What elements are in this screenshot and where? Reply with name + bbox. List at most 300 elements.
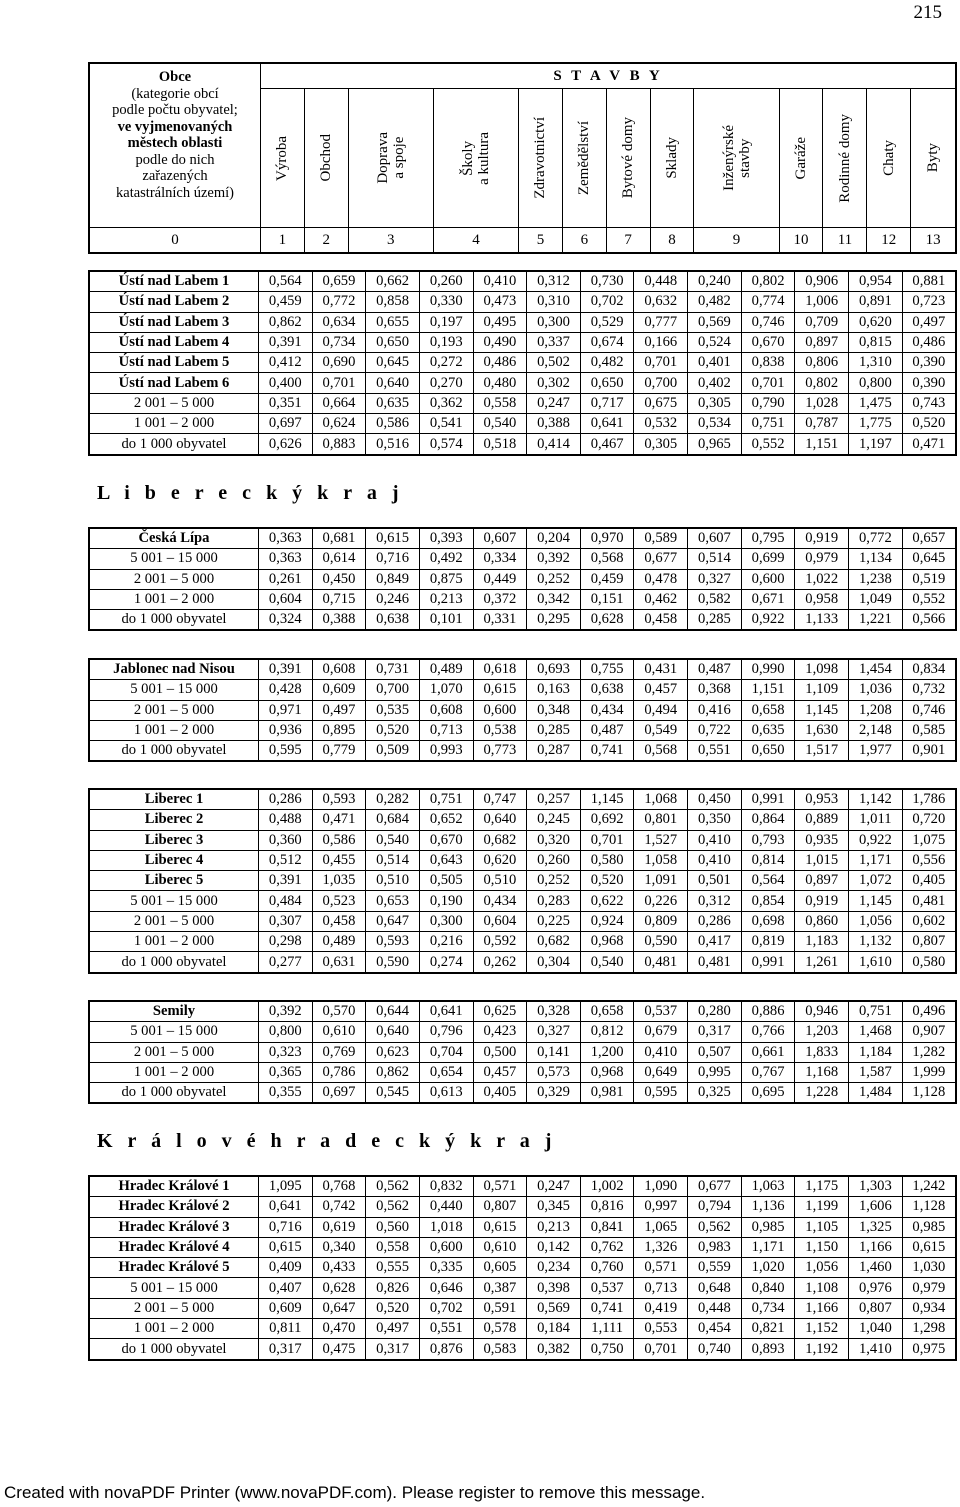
table-cell: 0,304 [527, 952, 581, 973]
table-cell: 0,459 [259, 292, 313, 312]
table-cell: 0,335 [419, 1258, 473, 1278]
table-cell: 0,524 [688, 332, 742, 352]
table-cell: 1,325 [849, 1217, 903, 1237]
table-row [89, 850, 956, 870]
table-cell: 0,600 [473, 700, 527, 720]
table-cell: 0,387 [473, 1278, 527, 1298]
table-cell: 0,331 [473, 610, 527, 631]
table-cell: 0,391 [259, 332, 313, 352]
obce-line: katastrálních území) [116, 184, 234, 201]
table-cell: 0,674 [580, 332, 634, 352]
table-cell: 0,600 [741, 569, 795, 589]
row-label: Hradec Králové 2 [89, 1197, 259, 1217]
table-cell: 0,400 [259, 373, 313, 393]
row-label: do 1 000 obyvatel [89, 1083, 259, 1104]
table-cell: 0,410 [634, 1042, 688, 1062]
table-cell: 0,510 [473, 871, 527, 891]
table-cell: 0,779 [312, 741, 366, 762]
table-row [89, 789, 956, 810]
table-cell: 0,934 [902, 1298, 956, 1318]
table-cell: 0,398 [527, 1278, 581, 1298]
table-cell: 0,580 [580, 850, 634, 870]
table-cell: 0,991 [741, 952, 795, 973]
row-label: Ústí nad Labem 2 [89, 292, 259, 312]
table-cell: 0,889 [795, 810, 849, 830]
table-cell: 0,924 [580, 911, 634, 931]
table-cell: 0,650 [366, 332, 420, 352]
table-cell: 1,150 [795, 1237, 849, 1257]
table-cell: 0,518 [473, 434, 527, 455]
table-cell: 0,431 [634, 659, 688, 680]
column-header-line: a kultura [475, 131, 492, 185]
table-cell: 0,701 [312, 373, 366, 393]
table-cell: 1,166 [795, 1298, 849, 1318]
table-cell: 0,610 [473, 1237, 527, 1257]
table-cell: 0,213 [419, 589, 473, 609]
table-cell: 1,261 [795, 952, 849, 973]
table-cell: 0,247 [527, 1176, 581, 1197]
table-cell: 0,458 [312, 911, 366, 931]
table-cell: 0,766 [741, 1022, 795, 1042]
table-row [89, 659, 956, 680]
table-cell: 0,635 [366, 393, 420, 413]
table-cell: 0,193 [419, 332, 473, 352]
table-cell: 0,573 [527, 1062, 581, 1082]
table-cell: 1,128 [902, 1083, 956, 1104]
obce-line: podle do nich [135, 151, 215, 168]
table-cell: 0,635 [741, 720, 795, 740]
table-cell: 1,527 [634, 830, 688, 850]
table-cell: 0,862 [259, 312, 313, 332]
table-cell: 0,615 [473, 1217, 527, 1237]
table-cell: 0,312 [688, 891, 742, 911]
table-cell: 0,234 [527, 1258, 581, 1278]
table-cell: 0,600 [419, 1237, 473, 1257]
table-cell: 0,838 [741, 353, 795, 373]
table-cell: 0,807 [902, 932, 956, 952]
table-cell: 0,886 [741, 1001, 795, 1022]
table-cell: 0,257 [527, 789, 581, 810]
table-row [89, 1339, 956, 1360]
table-cell: 0,701 [634, 1339, 688, 1360]
table-cell: 0,505 [419, 871, 473, 891]
table-cell: 0,523 [312, 891, 366, 911]
table-cell: 0,560 [366, 1217, 420, 1237]
table-cell: 0,794 [688, 1197, 742, 1217]
row-label: 2 001 – 5 000 [89, 700, 259, 720]
table-cell: 0,558 [366, 1237, 420, 1257]
table-cell: 0,457 [473, 1062, 527, 1082]
table-cell: 0,488 [259, 810, 313, 830]
table-cell: 0,569 [527, 1298, 581, 1318]
table-cell: 0,448 [634, 271, 688, 292]
table-cell: 0,586 [312, 830, 366, 850]
row-label: do 1 000 obyvatel [89, 741, 259, 762]
table-cell: 0,574 [419, 434, 473, 455]
table-cell: 0,812 [580, 1022, 634, 1042]
table-cell: 0,419 [634, 1298, 688, 1318]
table-cell: 0,537 [634, 1001, 688, 1022]
table-cell: 0,540 [580, 952, 634, 973]
row-label: 5 001 – 15 000 [89, 680, 259, 700]
table-cell: 0,478 [634, 569, 688, 589]
column-header-line: Doprava [374, 132, 391, 184]
table-cell: 0,641 [419, 1001, 473, 1022]
table-cell: 0,693 [527, 659, 581, 680]
table-cell: 0,790 [741, 393, 795, 413]
table-cell: 0,471 [312, 810, 366, 830]
table-cell: 1,171 [849, 850, 903, 870]
table-cell: 1,197 [849, 434, 903, 455]
table-cell: 0,985 [741, 1217, 795, 1237]
table-cell: 0,538 [473, 720, 527, 740]
table-row [89, 720, 956, 740]
table-cell: 0,246 [366, 589, 420, 609]
table-cell: 1,610 [849, 952, 903, 973]
table-cell: 0,529 [580, 312, 634, 332]
table-row [89, 1197, 956, 1217]
table-cell: 0,142 [527, 1237, 581, 1257]
table-cell: 0,722 [688, 720, 742, 740]
row-label: Hradec Králové 5 [89, 1258, 259, 1278]
table-cell: 0,262 [473, 952, 527, 973]
table-cell: 0,919 [795, 528, 849, 549]
table-cell: 0,409 [259, 1258, 313, 1278]
table-cell: 1,468 [849, 1022, 903, 1042]
table-cell: 0,620 [473, 850, 527, 870]
table-cell: 0,502 [527, 353, 581, 373]
table-cell: 0,489 [312, 932, 366, 952]
table-row [89, 434, 956, 455]
column-header-label [532, 117, 548, 199]
table-cell: 0,609 [259, 1298, 313, 1318]
table-cell: 0,650 [580, 373, 634, 393]
table-row [89, 1062, 956, 1082]
row-label: 5 001 – 15 000 [89, 891, 259, 911]
table-cell: 1,028 [795, 393, 849, 413]
table-cell: 0,840 [741, 1278, 795, 1298]
table-cell: 0,190 [419, 891, 473, 911]
table-cell: 0,285 [688, 610, 742, 631]
table-cell: 0,695 [741, 1083, 795, 1104]
table-cell: 0,638 [366, 610, 420, 631]
table-cell: 1,228 [795, 1083, 849, 1104]
table-cell: 0,537 [580, 1278, 634, 1298]
table-cell: 0,716 [366, 549, 420, 569]
table-cell: 0,458 [634, 610, 688, 631]
table-cell: 0,141 [527, 1042, 581, 1062]
table-row [89, 373, 956, 393]
table-cell: 0,260 [527, 850, 581, 870]
table-cell: 1,090 [634, 1176, 688, 1197]
table-cell: 0,532 [634, 414, 688, 434]
table-cell: 0,682 [527, 932, 581, 952]
table-cell: 0,701 [741, 373, 795, 393]
table-cell: 0,497 [366, 1319, 420, 1339]
table-row [89, 1001, 956, 1022]
table-cell: 0,462 [634, 589, 688, 609]
table-cell: 0,272 [419, 353, 473, 373]
table-cell: 0,345 [527, 1197, 581, 1217]
table-cell: 0,481 [634, 952, 688, 973]
row-label: Liberec 5 [89, 871, 259, 891]
data-table-block [88, 788, 957, 974]
table-cell: 0,995 [688, 1062, 742, 1082]
table-cell: 0,875 [419, 569, 473, 589]
table-cell: 0,679 [634, 1022, 688, 1042]
row-label: Liberec 4 [89, 850, 259, 870]
column-header-label [375, 132, 407, 184]
table-cell: 0,342 [527, 589, 581, 609]
table-cell: 0,540 [473, 414, 527, 434]
table-cell: 1,999 [902, 1062, 956, 1082]
column-number: 12 [867, 228, 911, 254]
table-cell: 0,922 [849, 830, 903, 850]
table-cell: 2,148 [849, 720, 903, 740]
row-label: Hradec Králové 4 [89, 1237, 259, 1257]
column-number: 5 [519, 228, 563, 254]
table-row [89, 353, 956, 373]
data-table-block [88, 527, 957, 631]
column-header [519, 89, 563, 228]
table-cell: 0,363 [259, 549, 313, 569]
table-cell: 1,040 [849, 1319, 903, 1339]
row-label: 2 001 – 5 000 [89, 1298, 259, 1318]
table-cell: 0,625 [473, 1001, 527, 1022]
table-cell: 1,184 [849, 1042, 903, 1062]
table-cell: 0,391 [259, 659, 313, 680]
table-row [89, 1217, 956, 1237]
table-row [89, 891, 956, 911]
table-cell: 0,773 [473, 741, 527, 762]
table-cell: 0,897 [795, 871, 849, 891]
table-cell: 0,329 [527, 1083, 581, 1104]
table-cell: 1,145 [849, 891, 903, 911]
column-header-label [837, 114, 853, 203]
table-cell: 1,282 [902, 1042, 956, 1062]
table-cell: 1,108 [795, 1278, 849, 1298]
table-cell: 0,645 [902, 549, 956, 569]
column-header-line: Byty [925, 143, 942, 173]
row-label: Ústí nad Labem 6 [89, 373, 259, 393]
table-cell: 0,402 [688, 373, 742, 393]
table-cell: 0,593 [312, 789, 366, 810]
table-cell: 0,225 [527, 911, 581, 931]
table-cell: 0,643 [419, 850, 473, 870]
table-cell: 0,163 [527, 680, 581, 700]
table-cell: 0,495 [473, 312, 527, 332]
obce-line: městech oblasti [127, 135, 223, 151]
table-cell: 0,895 [312, 720, 366, 740]
table-cell: 0,213 [527, 1217, 581, 1237]
table-cell: 0,834 [902, 659, 956, 680]
table-cell: 0,286 [259, 789, 313, 810]
table-cell: 0,620 [849, 312, 903, 332]
table-cell: 0,340 [312, 1237, 366, 1257]
table-cell: 0,906 [795, 271, 849, 292]
table-cell: 0,777 [634, 312, 688, 332]
table-cell: 1,063 [741, 1176, 795, 1197]
table-cell: 0,741 [580, 1298, 634, 1318]
table-cell: 0,568 [580, 549, 634, 569]
region-heading: L i b e r e c k ý k r a j [97, 482, 404, 504]
table-cell: 0,883 [312, 434, 366, 455]
table-cell: 1,475 [849, 393, 903, 413]
table-cell: 1,133 [795, 610, 849, 631]
table-cell: 0,981 [580, 1083, 634, 1104]
table-cell: 0,807 [849, 1298, 903, 1318]
table-cell: 0,312 [527, 271, 581, 292]
table-cell: 0,704 [419, 1042, 473, 1062]
table-cell: 0,516 [366, 434, 420, 455]
table-cell: 1,056 [795, 1258, 849, 1278]
row-label: 5 001 – 15 000 [89, 1022, 259, 1042]
table-cell: 0,317 [688, 1022, 742, 1042]
table-cell: 0,699 [741, 549, 795, 569]
table-cell: 0,247 [527, 393, 581, 413]
table-cell: 0,702 [580, 292, 634, 312]
table-cell: 0,410 [688, 850, 742, 870]
table-cell: 1,786 [902, 789, 956, 810]
table-cell: 0,983 [688, 1237, 742, 1257]
table-cell: 0,405 [902, 871, 956, 891]
table-cell: 0,787 [795, 414, 849, 434]
table-cell: 0,608 [419, 700, 473, 720]
table-cell: 1,072 [849, 871, 903, 891]
table-cell: 0,681 [312, 528, 366, 549]
table-cell: 0,634 [312, 312, 366, 332]
table-cell: 0,720 [902, 810, 956, 830]
column-header-line: a spoje [390, 136, 407, 180]
table-cell: 0,490 [473, 332, 527, 352]
table-cell: 0,405 [473, 1083, 527, 1104]
row-label: Liberec 3 [89, 830, 259, 850]
table-cell: 0,682 [473, 830, 527, 850]
table-cell: 0,390 [902, 373, 956, 393]
table-cell: 0,252 [527, 871, 581, 891]
table-cell: 0,549 [634, 720, 688, 740]
table-cell: 1,058 [634, 850, 688, 870]
table-cell: 0,664 [312, 393, 366, 413]
table-cell: 0,323 [259, 1042, 313, 1062]
table-cell: 0,305 [634, 434, 688, 455]
table-cell: 0,593 [366, 932, 420, 952]
column-header-label [274, 136, 290, 181]
table-cell: 0,811 [259, 1319, 313, 1339]
obce-line: ve vyjmenovaných [117, 118, 233, 135]
table-cell: 0,450 [688, 789, 742, 810]
table-cell: 0,520 [580, 871, 634, 891]
column-header-line: Výroba [274, 135, 291, 181]
table-cell: 1,095 [259, 1176, 313, 1197]
table-row [89, 911, 956, 931]
table-cell: 0,295 [527, 610, 581, 631]
column-header-label [576, 121, 592, 195]
table-cell: 0,768 [312, 1176, 366, 1197]
table-cell: 0,500 [473, 1042, 527, 1062]
table-row [89, 271, 956, 292]
table-cell: 0,814 [741, 850, 795, 870]
table-cell: 1,022 [795, 569, 849, 589]
table-cell: 0,317 [366, 1339, 420, 1360]
table-cell: 0,360 [259, 830, 313, 850]
table-cell: 0,692 [580, 810, 634, 830]
table-cell: 0,891 [849, 292, 903, 312]
table-cell: 0,901 [902, 741, 956, 762]
table-cell: 0,535 [366, 700, 420, 720]
table-row [89, 292, 956, 312]
table-cell: 0,327 [688, 569, 742, 589]
table-cell: 0,985 [902, 1217, 956, 1237]
table-cell: 0,362 [419, 393, 473, 413]
row-label: 1 001 – 2 000 [89, 1319, 259, 1339]
column-header-line: Garáže [793, 136, 810, 180]
table-row [89, 1258, 956, 1278]
table-cell: 1,303 [849, 1176, 903, 1197]
row-label: 2 001 – 5 000 [89, 911, 259, 931]
column-header-label [925, 143, 941, 172]
table-cell: 0,979 [795, 549, 849, 569]
table-cell: 0,953 [795, 789, 849, 810]
column-header [562, 89, 606, 228]
table-cell: 0,976 [849, 1278, 903, 1298]
table-cell: 0,414 [527, 434, 581, 455]
table-cell: 0,624 [312, 414, 366, 434]
table-cell: 0,658 [580, 1001, 634, 1022]
table-row [89, 549, 956, 569]
table-cell: 0,821 [741, 1319, 795, 1339]
table-cell: 0,277 [259, 952, 313, 973]
table-cell: 0,595 [634, 1083, 688, 1104]
table-cell: 1,238 [849, 569, 903, 589]
table-cell: 0,970 [580, 528, 634, 549]
column-header-line: Rodinné domy [836, 113, 853, 203]
table-cell: 0,388 [527, 414, 581, 434]
table-cell: 0,551 [419, 1319, 473, 1339]
table-cell: 0,348 [527, 700, 581, 720]
table-cell: 0,800 [259, 1022, 313, 1042]
table-cell: 0,641 [259, 1197, 313, 1217]
table-cell: 1,006 [795, 292, 849, 312]
table-cell: 0,604 [259, 589, 313, 609]
table-cell: 0,993 [419, 741, 473, 762]
table-cell: 1,208 [849, 700, 903, 720]
row-label: Hradec Králové 1 [89, 1176, 259, 1197]
table-cell: 0,216 [419, 932, 473, 952]
table-cell: 0,786 [312, 1062, 366, 1082]
obce-line: (kategorie obcí [131, 85, 219, 102]
table-cell: 0,534 [688, 414, 742, 434]
table-cell: 0,628 [312, 1278, 366, 1298]
table-cell: 0,816 [580, 1197, 634, 1217]
table-cell: 1,091 [634, 871, 688, 891]
table-cell: 0,772 [849, 528, 903, 549]
table-cell: 0,700 [634, 373, 688, 393]
table-cell: 0,486 [473, 353, 527, 373]
table-cell: 0,434 [473, 891, 527, 911]
table-cell: 0,604 [473, 911, 527, 931]
table-cell: 0,417 [688, 932, 742, 952]
table-cell: 0,734 [741, 1298, 795, 1318]
table-cell: 0,632 [634, 292, 688, 312]
table-cell: 1,142 [849, 789, 903, 810]
table-cell: 0,860 [795, 911, 849, 931]
table-cell: 0,698 [741, 911, 795, 931]
table-cell: 1,020 [741, 1258, 795, 1278]
column-number: 11 [823, 228, 867, 254]
table-row [89, 528, 956, 549]
column-header-line: Bytové domy [620, 117, 637, 199]
